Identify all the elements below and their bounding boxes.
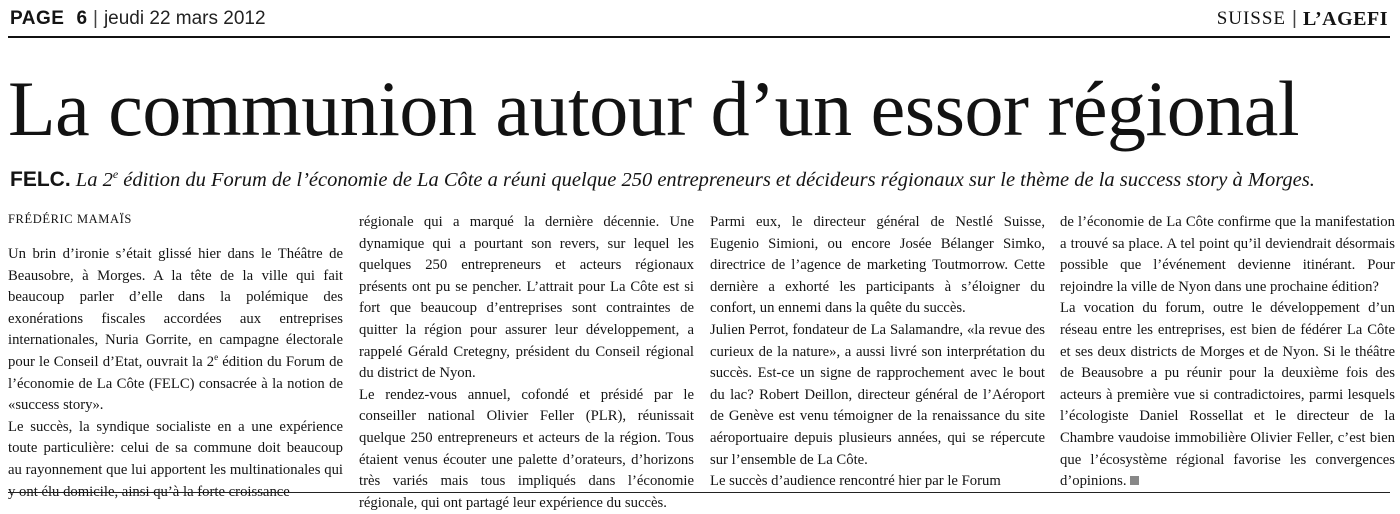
page-header — [10, 6, 1388, 32]
article-headline: La communion autour d’un essor régional — [8, 65, 1299, 152]
paragraph: La vocation du forum, outre le développement d’un réseau entre les entreprises, est bien de fédérer La Côte et ses deux districts de Morges et de Nyon. Si le théâtre de Beausobre a pu réunir pour la deuxième fois des acteurs à première vue si contradictoires, parmi lesquels l’écologiste Daniel Rossellat et le directeur de la Chambre vaudoise immobilière Olivier Feller, c’est bien que l’écosystème régional favorise les convergences d’opinions. — [1060, 300, 1395, 490]
article-lead — [10, 160, 1390, 194]
header-separator-right: | — [1292, 8, 1297, 29]
paragraph: Le succès, la syndique socialiste en a une expérience toute particulière: celui de sa commune doit beaucoup au rayonnement que lui apportent les multinationales qui y ont élu domicile, ainsi qu’à la forte croissance — [8, 418, 343, 500]
lead-kicker: FELC. — [10, 167, 71, 191]
page-label: PAGE — [10, 8, 65, 29]
section-name: SUISSE — [1216, 8, 1287, 29]
paragraph: de l’économie de La Côte confirme que la manifestation a trouvé sa place. A tel point qu’il deviendrait désormais possible que l’événement devienne itinérant. Pour rejoindre la ville de Nyon dans une prochaine édition? — [1060, 214, 1395, 295]
issue-date: jeudi 22 mars 2012 — [103, 8, 266, 29]
publication-brand: L’AGEFI — [1302, 7, 1388, 30]
paragraph: Le succès d’audience rencontré hier par le Forum — [710, 473, 1001, 490]
article-column-1 — [8, 212, 343, 503]
footer-rule — [8, 492, 1390, 493]
article-column-4 — [1060, 212, 1395, 493]
article-body — [8, 212, 1395, 511]
article-column-3 — [710, 212, 1045, 493]
lead-text: La 2e édition du Forum de l’économie de La Côte a réuni quelque 250 entrepreneurs et décideurs régionaux sur le thème de la success story à Morges. — [75, 167, 1315, 191]
page-number: 6 — [76, 8, 88, 29]
paragraph: Parmi eux, le directeur général de Nestlé Suisse, Eugenio Simioni, ou encore Josée Bélanger Simko, directrice de l’agence de marketing Toutmorrow. Cette dernière a exhorté les participants à s’éloigner du confort, un ennemi dans la quête du succès. — [710, 214, 1045, 317]
header-rule — [8, 36, 1390, 38]
paragraph: Un brin d’ironie s’était glissé hier dans le Théâtre de Beausobre, à Morges. A la tête de la ville qui fait beaucoup parler d’elle dans la polémique des exonérations fiscales accordées aux entreprises internationales, Nuria Gorrite, en campagne électorale pour le Conseil d’Etat, ouvrait la 2e édition du Forum de l’économie de La Côte (FELC) consacrée à la notion de «success story». — [8, 246, 343, 414]
paragraph: Le rendez-vous annuel, cofondé et présidé par le conseiller national Olivier Feller (PLR), réunissait quelque 250 entrepreneurs et acteurs de la région. Tous étaient venus écouter une palette d’orateurs, d’horizons très variés mais tous impliqués dans l’économie régionale, qui ont partagé leur expérience du succès. — [359, 386, 694, 511]
end-of-article-mark — [1130, 476, 1139, 485]
header-separator: | — [93, 8, 98, 29]
article-column-2 — [359, 212, 694, 514]
byline: FRÉDÉRIC MAMAÏS — [8, 212, 132, 226]
paragraph: régionale qui a marqué la dernière décennie. Une dynamique qui a pourtant son revers, sur lequel les quelques 250 entrepreneurs et acteurs régionaux présents ont pu se pencher. L’attrait pour La Côte est si fort que beaucoup d’entreprises sont contraintes de quitter la région pour assurer leur développement, a rappelé Gérald Cretegny, président du Conseil régional du district de Nyon. — [359, 214, 694, 382]
paragraph: Julien Perrot, fondateur de La Salamandre, «la revue des curieux de la nature», a aussi livré son interprétation du succès. Est-ce un signe de rapprochement avec le bout du lac? Robert Deillon, directeur général de l’Aéroport de Genève est venu témoigner de la renaissance du site aéroportuaire depuis plusieurs années, qui se répercute sur l’ensemble de La Côte. — [710, 321, 1045, 468]
